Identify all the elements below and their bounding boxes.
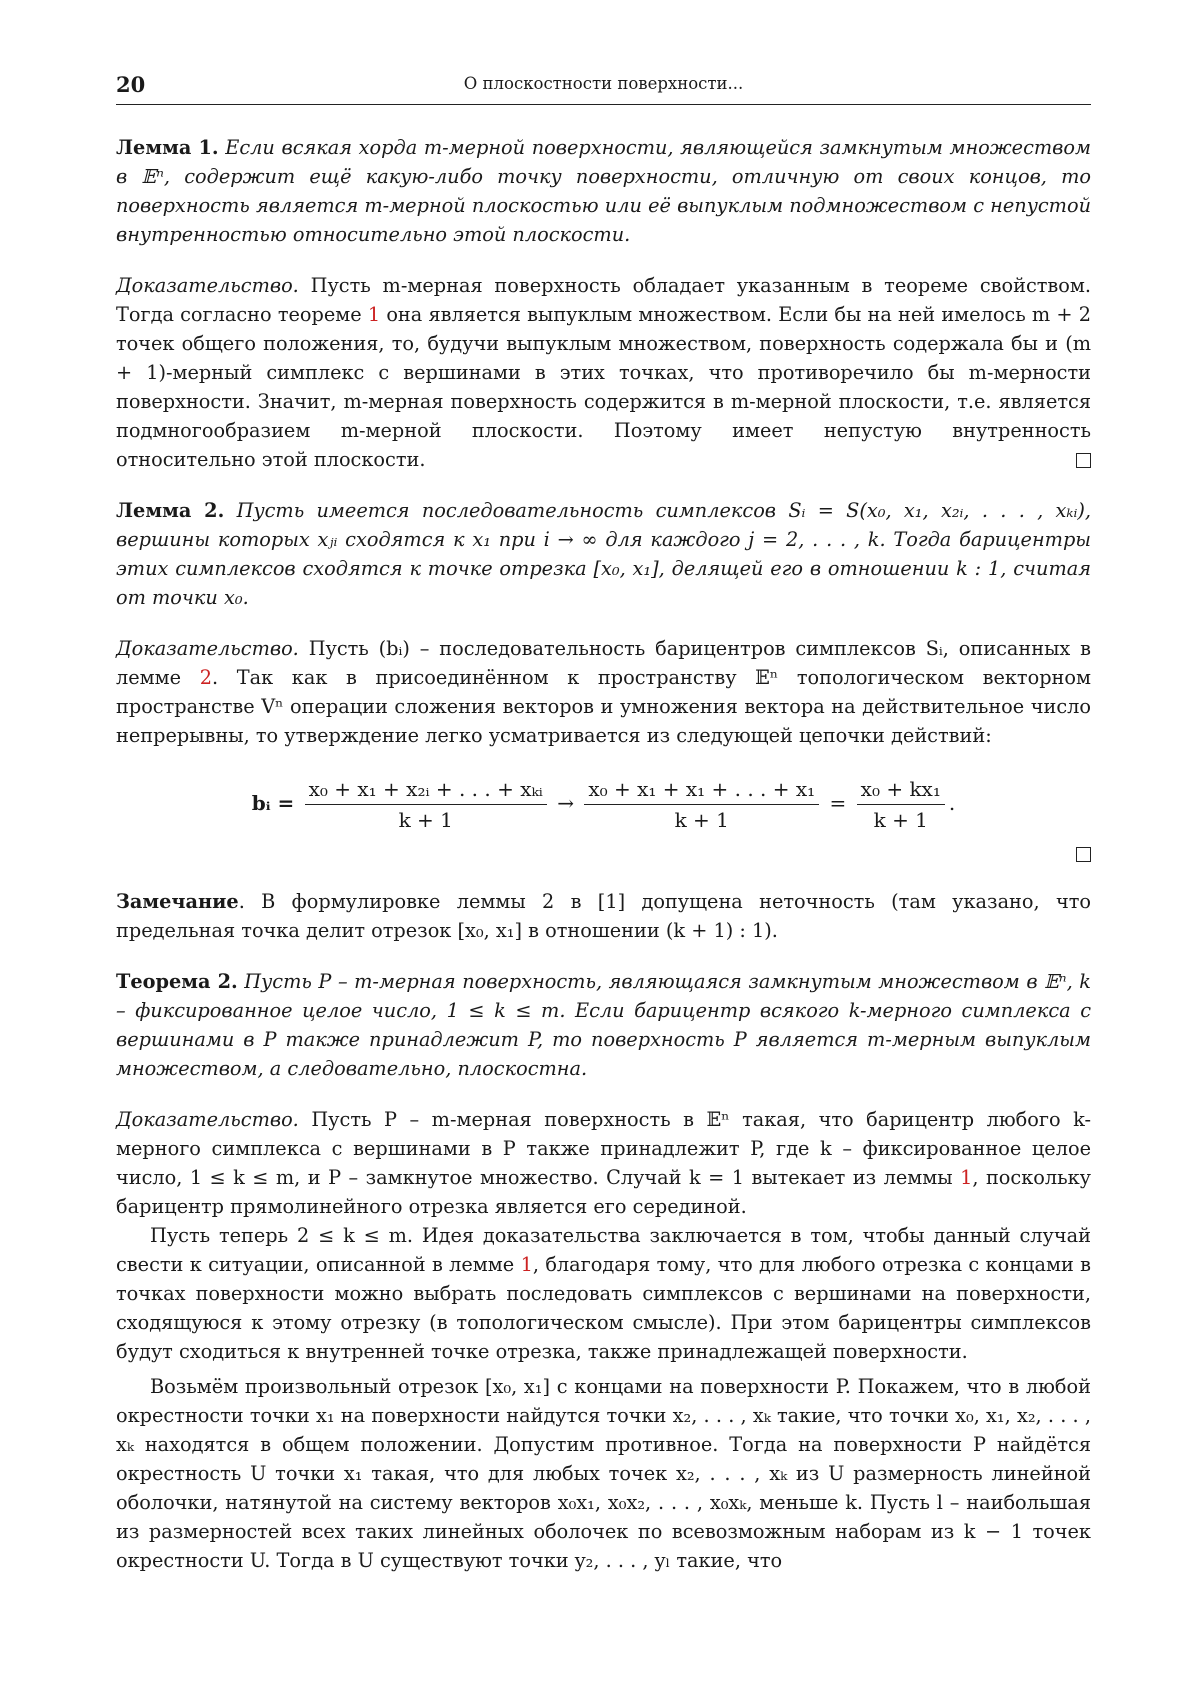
theorem-2	[116, 967, 1091, 1083]
equation-arrow: →	[557, 791, 574, 815]
proof-1	[116, 271, 1091, 474]
qed-icon	[1076, 453, 1091, 468]
theorem-2-text: Пусть P – m-мерная поверхность, являющаяся замкнутым множеством в 𝔼ⁿ, k – фиксированное целое число, 1 ≤ k ≤ m. Если барицентр всякого k-мерного симплекса с вершинами в P также принадлежит P, то поверхность P является m-мерным выпуклым множеством, а следовательно, плоскостна.	[116, 970, 1091, 1080]
remark	[116, 887, 1091, 945]
lemma-2-label: Лемма 2.	[116, 499, 225, 522]
lemma-1	[116, 133, 1091, 249]
qed-icon	[1076, 847, 1091, 862]
equation-lhs: bᵢ =	[251, 791, 295, 815]
fraction-2-den: k + 1	[674, 808, 729, 832]
page	[116, 72, 1091, 1575]
proof-2-label: Доказательство.	[116, 637, 299, 660]
theorem-ref-link[interactable]: 1	[367, 303, 381, 326]
page-header	[116, 72, 1091, 105]
lemma-ref-link[interactable]: 2	[199, 666, 212, 689]
proof-1-text-a: Пусть m-мерная поверхность обладает указанным в теореме свойством. Тогда согласно теореме	[116, 274, 1092, 326]
proof-3-p2-b: , благодаря тому, что для любого отрезка с концами в точках поверхности можно выбрать последовать симплексов с вершинами на поверхности, сходящуюся к этому отрезку (в топологическом смысле). При этом барицентры симплексов будут сходиться к внутренней точке отрезка, также принадлежащей поверхности.	[116, 1253, 1091, 1363]
lemma-ref-link[interactable]: 1	[520, 1253, 533, 1276]
equation-equals: =	[829, 791, 847, 815]
theorem-2-label: Теорема 2.	[116, 970, 238, 993]
proof-3-paragraph-2	[116, 1221, 1091, 1366]
fraction-1	[305, 774, 547, 835]
lemma-2	[116, 496, 1091, 612]
lemma-2-text: Пусть имеется последовательность симплексов Sᵢ = S(x₀, x₁, x₂ᵢ, . . . , xₖᵢ), вершины которых xⱼᵢ сходятся к x₁ при i → ∞ для каждого j = 2, . . . , k. Тогда барицентры этих симплексов сходятся к точке отрезка [x₀, x₁], делящей его в отношении k : 1, считая от точки x₀.	[116, 499, 1091, 609]
proof-3-p3: Возьмём произвольный отрезок [x₀, x₁] с концами на поверхности P. Покажем, что в любой окрестности точки x₁ на поверхности найдутся точки x₂, . . . , xₖ такие, что точки x₀, x₁, x₂, . . . , xₖ находятся в общем положении. Допустим противное. Тогда на поверхности P найдётся окрестность U точки x₁ такая, что для любых точек x₂, . . . , xₖ из U размерность линейной оболочки, натянутой на систему векторов x₀x₁, x₀x₂, . . . , x₀xₖ, меньше k. Пусть l – наибольшая из размерностей всех таких линейных оболочек по всевозможным наборам из k − 1 точек окрестности U. Тогда в U существуют точки y₂, . . . , yₗ такие, что	[116, 1375, 1091, 1572]
lemma-1-label: Лемма 1.	[116, 136, 219, 159]
fraction-2	[584, 774, 819, 835]
proof-1-label: Доказательство.	[116, 274, 299, 297]
proof-2-text-a: Пусть (bᵢ) – последовательность барицентров симплексов Sᵢ, описанных в лемме	[116, 637, 1091, 689]
fraction-2-num: x₀ + x₁ + x₁ + . . . + x₁	[584, 774, 819, 805]
lemma-1-text: Если всякая хорда m-мерной поверхности, являющейся замкнутым множеством в 𝔼ⁿ, содержит ещё какую-либо точку поверхности, отличную от своих концов, то поверхность является m-мерной плоскостью или её выпуклым подмножеством с непустой внутренностью относительно этой плоскости.	[116, 136, 1091, 246]
lemma-ref-link[interactable]: 1	[960, 1166, 973, 1189]
remark-label: Замечание	[116, 890, 239, 913]
proof-2	[116, 634, 1091, 750]
proof-3-text-b: , поскольку барицентр прямолинейного отрезка является его серединой.	[116, 1166, 1091, 1218]
equation-end: .	[948, 791, 956, 815]
proof-3-label: Доказательство.	[116, 1108, 299, 1131]
proof-1-text-b: она является выпуклым множеством. Если бы на ней имелось m + 2 точек общего положения, то, будучи выпуклым множеством, поверхность содержала бы и (m + 1)-мерный симплекс с вершинами в этих точках, что противоречило бы m-мерности поверхности. Значит, m-мерная поверхность содержится в m-мерной плоскости, т.е. является подмногообразием m-мерной плоскости. Поэтому имеет непустую внутренность относительно этой плоскости.	[116, 303, 1091, 471]
remark-text: . В формулировке леммы 2 в [1] допущена неточность (там указано, что предельная точка делит отрезок [x₀, x₁] в отношении (k + 1) : 1).	[116, 890, 1091, 942]
running-title: О плоскостности поверхности...	[463, 74, 744, 93]
fraction-1-den: k + 1	[398, 808, 453, 832]
fraction-1-num: x₀ + x₁ + x₂ᵢ + . . . + xₖᵢ	[305, 774, 547, 805]
proof-3	[116, 1105, 1091, 1221]
proof-3-text-a: Пусть P – m-мерная поверхность в 𝔼ⁿ такая, что барицентр любого k-мерного симплекса с вершинами в P также принадлежит P, где k – фиксированное целое число, 1 ≤ k ≤ m, и P – замкнутое множество. Случай k = 1 вытекает из леммы	[116, 1108, 1091, 1189]
barycenter-equation	[116, 764, 1091, 844]
proof-2-text-b: . Так как в присоединённом к пространству 𝔼ⁿ топологическом векторном пространстве Vⁿ операции сложения векторов и умножения вектора на действительное число непрерывны, то утверждение легко усматривается из следующей цепочки действий:	[116, 666, 1092, 747]
proof-3-p2-a: Пусть теперь 2 ≤ k ≤ m. Идея доказательства заключается в том, чтобы данный случай свести к ситуации, описанной в лемме	[116, 1224, 1091, 1276]
proof-2-end	[116, 844, 1091, 873]
fraction-3-num: x₀ + kx₁	[857, 774, 945, 805]
proof-3-paragraph-3	[116, 1372, 1091, 1575]
page-number: 20	[116, 72, 146, 97]
fraction-3	[857, 774, 945, 835]
fraction-3-den: k + 1	[873, 808, 928, 832]
